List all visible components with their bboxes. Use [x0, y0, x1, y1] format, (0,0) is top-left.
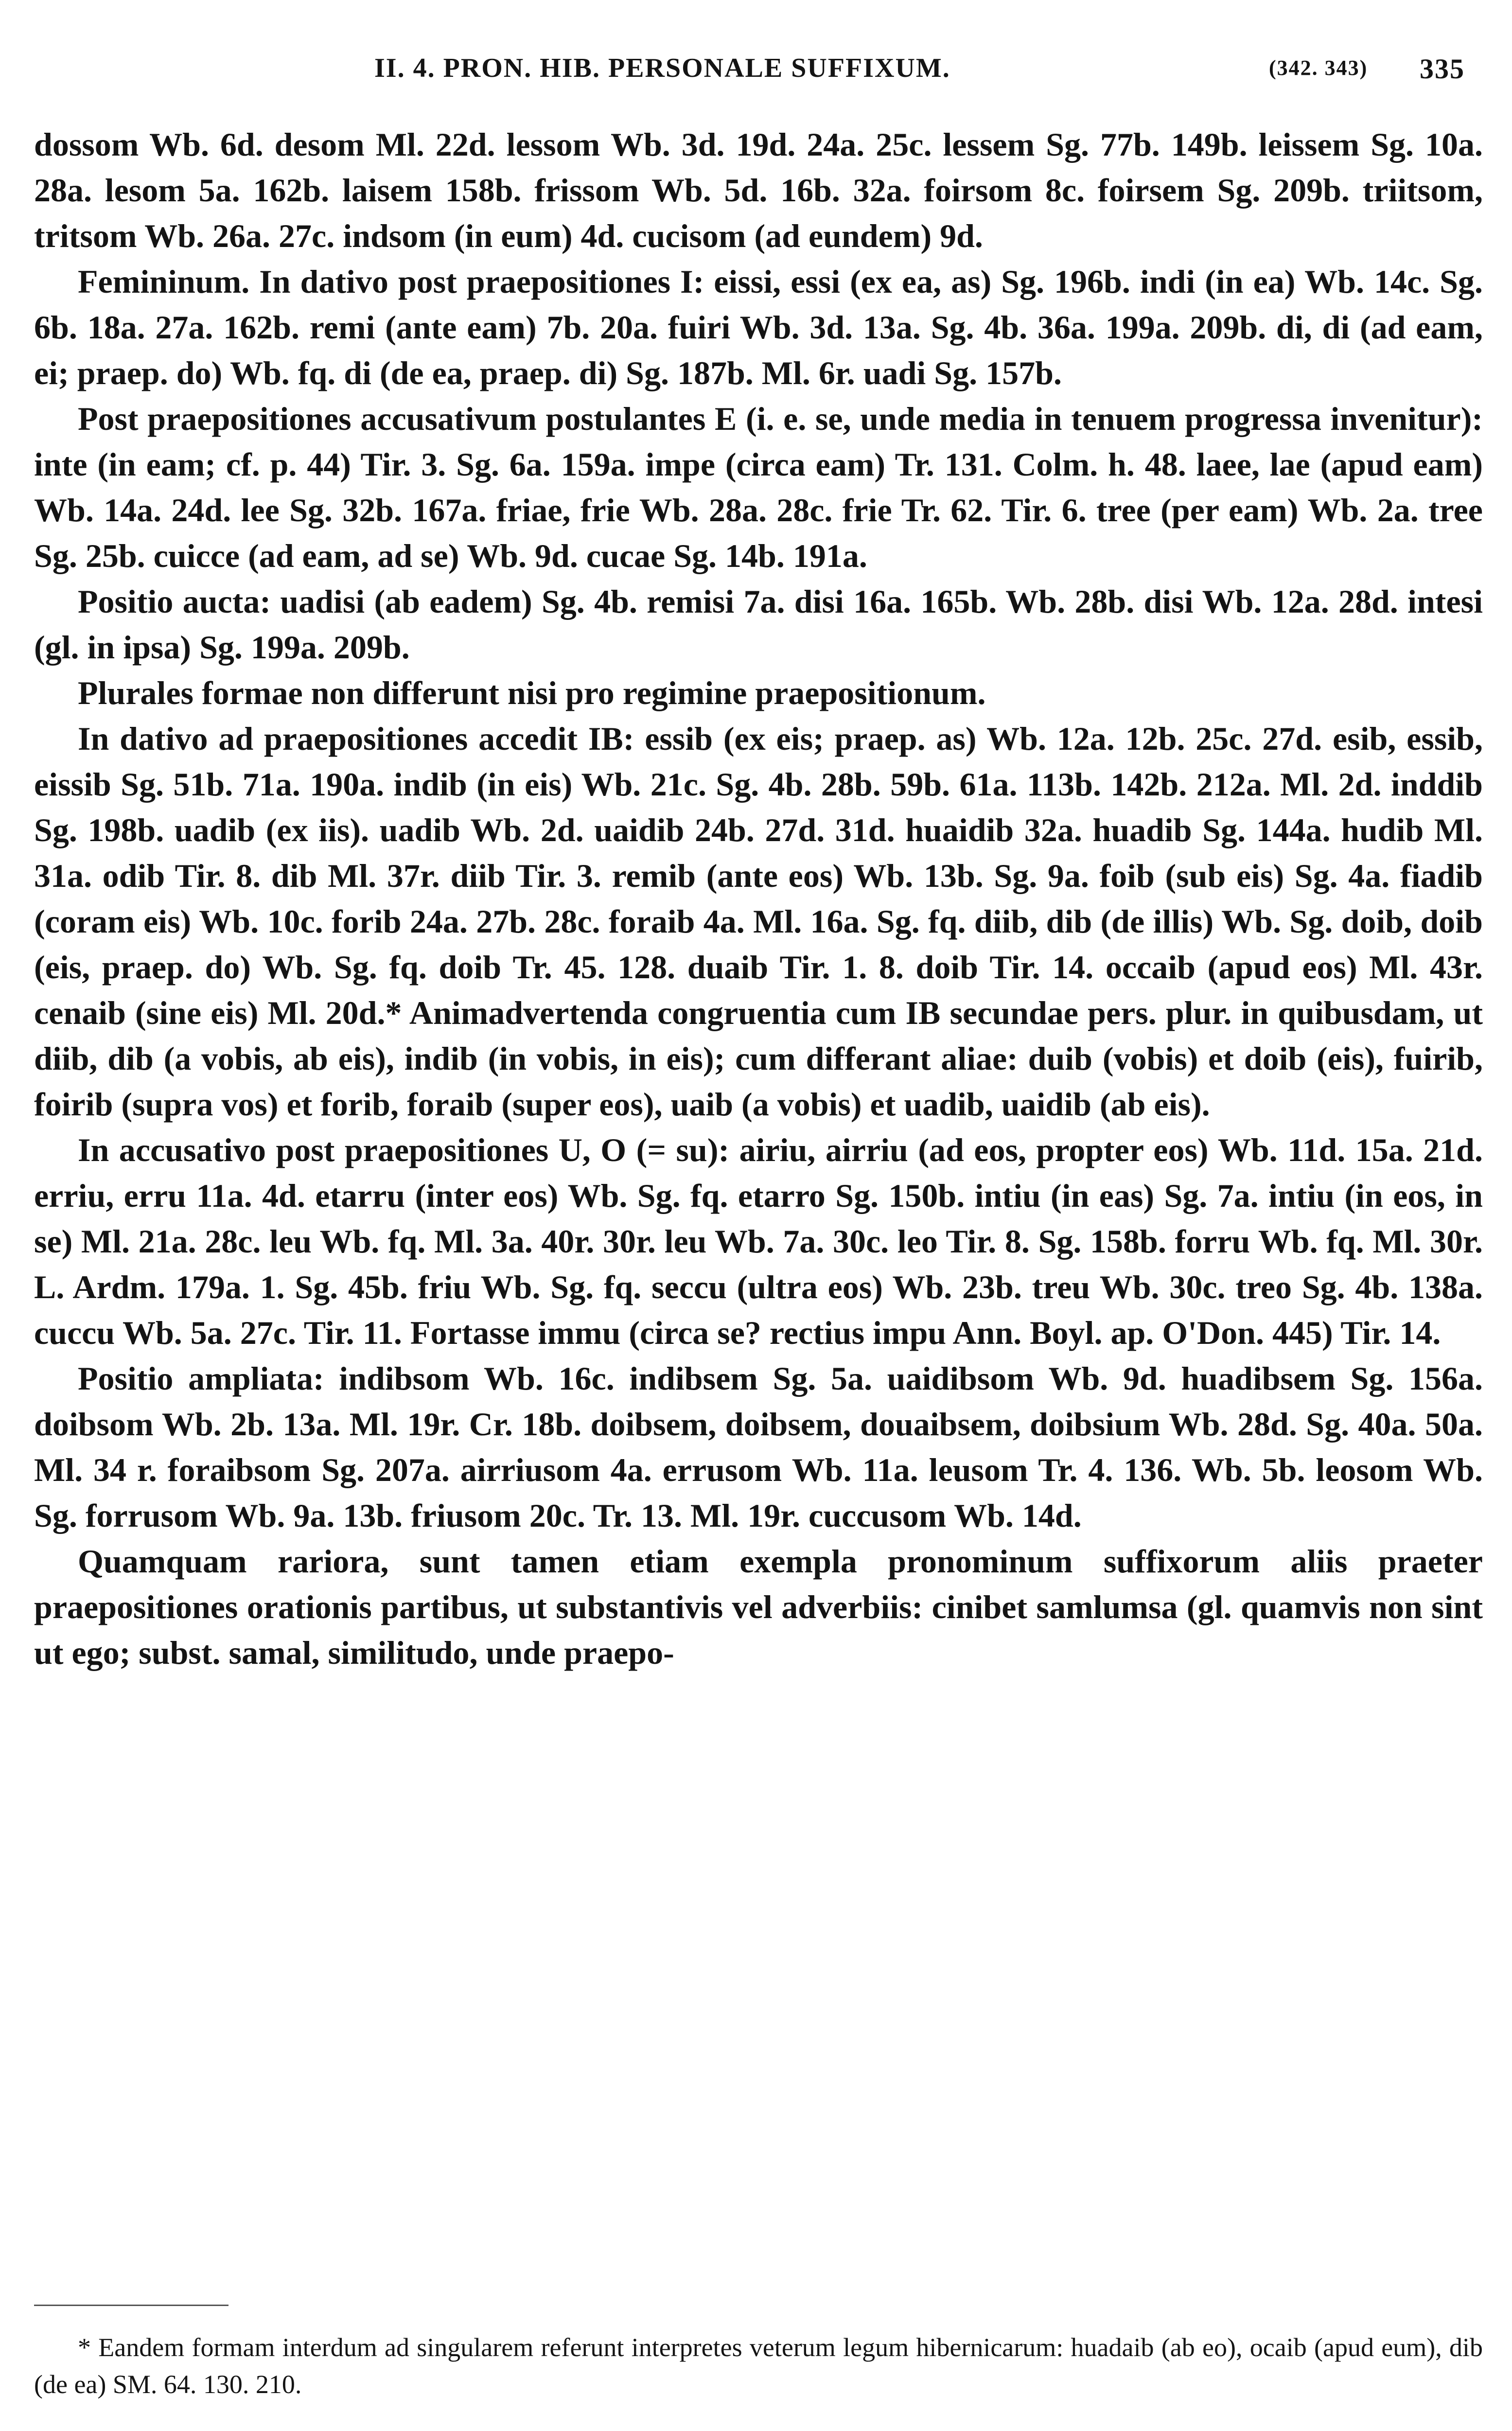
paragraph-positio-ampliata: Positio ampliata: indibsom Wb. 16c. indibsem Sg. 5a. uaidibsom Wb. 9d. huadibsem Sg. 156a. doibsom Wb. 2b. 13a. Ml. 19r. Cr. 18b. doibsem, doibsem, douaibsem, doibsium Wb. 28d. Sg. 40a. 50a. Ml. 34 r. foraibsom Sg. 207a. airriusom 4a. errusom Wb. 11a. leusom Tr. 4. 136. Wb. 5b. leosom Wb. Sg. forrusom Wb. 9a. 13b. friusom 20c. Tr. 13. Ml. 19r. cuccusom Wb. 14d. [34, 1360, 1483, 1534]
book-page [34, 0, 1483, 2431]
header-page-reference: (342. 343) [1269, 56, 1368, 80]
paragraph-accusativo-u-o: In accusativo post praepositiones U, O (= su): airiu, airriu (ad eos, propter eos) Wb. 11d. 15a. 21d. erriu, erru 11a. 4d. etarru (inter eos) Wb. Sg. fq. etarro Sg. 150b. intiu (in eas) Sg. 7a. intiu (in eos, in se) Ml. 21a. 28c. leu Wb. fq. Ml. 3a. 40r. 30r. leu Wb. 7a. 30c. leo Tir. 8. Sg. 158b. forru Wb. fq. Ml. 30r. L. Ardm. 179a. 1. Sg. 45b. friu Wb. Sg. fq. seccu (ultra eos) Wb. 23b. treu Wb. 30c. treo Sg. 4b. 138a. cuccu Wb. 5a. 27c. Tir. 11. Fortasse immu (circa se? rectius impu Ann. Boyl. ap. O'Don. 445) Tir. 14. [34, 1131, 1483, 1351]
paragraph-positio-aucta: Positio aucta: uadisi (ab eadem) Sg. 4b. remisi 7a. disi 16a. 165b. Wb. 28b. disi Wb. 12a. 28d. intesi (gl. in ipsa) Sg. 199a. 209b. [34, 583, 1483, 666]
paragraph-accusative-e: Post praepositiones accusativum postulantes E (i. e. se, unde media in tenuem progressa invenitur): inte (in eam; cf. p. 44) Tir. 3. Sg. 6a. 159a. impe (circa eam) Tr. 131. Colm. h. 48. laee, lae (apud eam) Wb. 14a. 24d. lee Sg. 32b. 167a. friae, frie Wb. 28a. 28c. frie Tr. 62. Tir. 6. tree (per eam) Wb. 2a. tree Sg. 25b. cuicce (ad eam, ad se) Wb. 9d. cucae Sg. 14b. 191a. [34, 400, 1483, 574]
paragraph-femininum: Femininum. In dativo post praepositiones I: eissi, essi (ex ea, as) Sg. 196b. indi (in ea) Wb. 14c. Sg. 6b. 18a. 27a. 162b. remi (ante eam) 7b. 20a. fuiri Wb. 3d. 13a. Sg. 4b. 36a. 199a. 209b. di, di (ad eam, ei; praep. do) Wb. fq. di (de ea, praep. di) Sg. 187b. Ml. 6r. uadi Sg. 157b. [34, 263, 1483, 391]
footnote [34, 2329, 1483, 2403]
body-text [34, 122, 1483, 1675]
paragraph-masculine-forms: dossom Wb. 6d. desom Ml. 22d. lessom Wb. 3d. 19d. 24a. 25c. lessem Sg. 77b. 149b. leissem Sg. 10a. 28a. lesom 5a. 162b. laisem 158b. frissom Wb. 5d. 16b. 32a. foirsom 8c. foirsem Sg. 209b. triitsom, tritsom Wb. 26a. 27c. indsom (in eum) 4d. cucisom (ad eundem) 9d. [34, 126, 1483, 254]
paragraph-dativo-ib: In dativo ad praepositiones accedit IB: essib (ex eis; praep. as) Wb. 12a. 12b. 25c. 27d. esib, essib, eissib Sg. 51b. 71a. 190a. indib (in eis) Wb. 21c. Sg. 4b. 28b. 59b. 61a. 113b. 142b. 212a. Ml. 2d. inddib Sg. 198b. uadib (ex iis). uadib Wb. 2d. uaidib 24b. 27d. 31d. huaidib 32a. huadib Sg. 144a. hudib Ml. 31a. odib Tir. 8. dib Ml. 37r. diib Tir. 3. remib (ante eos) Wb. 13b. Sg. 9a. foib (sub eis) Sg. 4a. fiadib (coram eis) Wb. 10c. forib 24a. 27b. 28c. foraib 4a. Ml. 16a. Sg. fq. diib, dib (de illis) Wb. Sg. doib, doib (eis, praep. do) Wb. Sg. fq. doib Tr. 45. 128. duaib Tir. 1. 8. doib Tir. 14. occaib (apud eos) Ml. 43r. cenaib (sine eis) Ml. 20d.* Animadvertenda congruentia cum IB secundae pers. plur. in quibusdam, ut diib, dib (a vobis, ab eis), indib (in vobis, in eis); cum differant aliae: duib (vobis) et doib (eis), fuirib, foirib (supra vos) et forib, foraib (super eos), uaib (a vobis) et uadib, uaidib (ab eis). [34, 720, 1483, 1123]
running-header [34, 53, 1483, 91]
paragraph-quamquam: Quamquam rariora, sunt tamen etiam exempla pronominum suffixorum aliis praeter praepositiones orationis partibus, ut substantivis vel adverbiis: cinibet samlumsa (gl. quamvis non sint ut ego; subst. samal, similitudo, unde praepo- [34, 1543, 1483, 1671]
footnote-divider [34, 2305, 229, 2306]
header-title: II. 4. PRON. HIB. PERSONALE SUFFIXUM. [374, 53, 950, 83]
page-number: 335 [1420, 53, 1465, 85]
footnote-text: * Eandem formam interdum ad singularem referunt interpretes veterum legum hibernicarum: huadaib (ab eo), ocaib (apud eum), dib (de ea) SM. 64. 130. 210. [34, 2333, 1483, 2399]
paragraph-plurales: Plurales formae non differunt nisi pro regimine praepositionum. [78, 674, 986, 711]
